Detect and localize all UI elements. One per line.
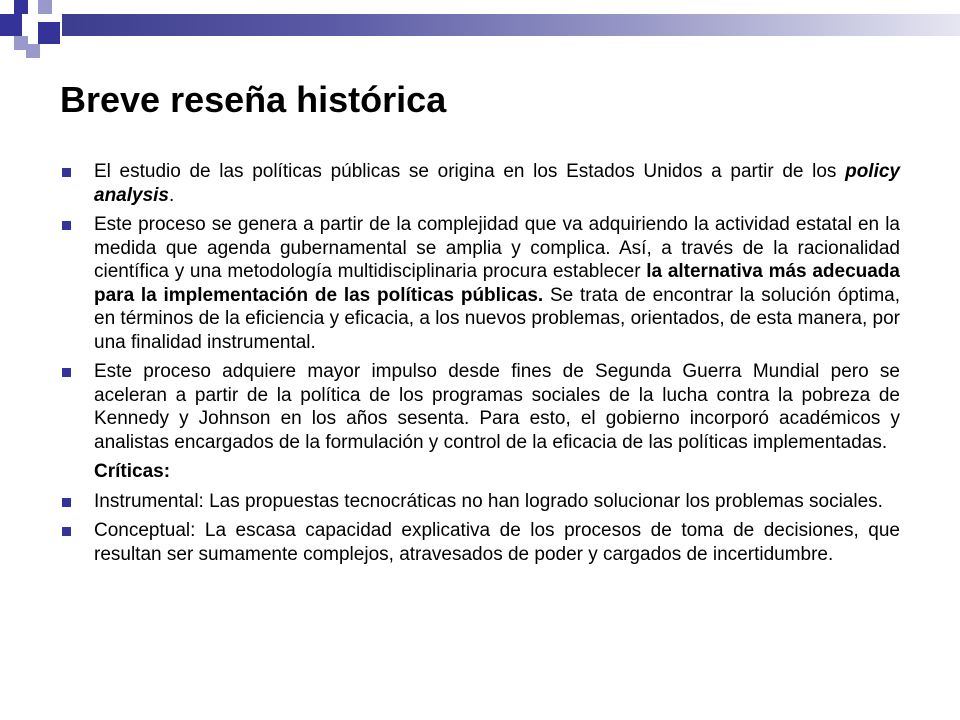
critica-2-text: Conceptual: La escasa capacidad explicativa de los procesos de toma de decisiones, que resultan ser sumamente complejos, atravesados de poder y cargados de incertidumbre. <box>94 520 900 565</box>
square-bullet-icon <box>62 168 71 177</box>
square-bullet-icon <box>62 368 71 377</box>
criticas-heading-item <box>60 460 900 484</box>
square-bullet-icon <box>62 498 71 507</box>
bullet-1-emphasis: policy analysis <box>94 161 900 206</box>
bullet-3-text: Este proceso adquiere mayor impulso desde fines de Segunda Guerra Mundial pero se aceleran a partir de la política de los programas sociales de la lucha contra la pobreza de Kennedy y Johnson en los años sesenta. Para esto, el gobierno incorporó académicos y analistas encargados de la formulación y control de la eficacia de las políticas implementadas. <box>94 361 900 453</box>
bullet-1-text: El estudio de las políticas públicas se origina en los Estados Unidos a partir de los <box>94 161 846 182</box>
square-bullet-icon <box>62 221 71 230</box>
critica-item-1 <box>60 490 900 514</box>
header-gradient-bar <box>62 14 960 36</box>
bullet-2-end: Se trata de encontrar la solución óptima, en términos de la eficiencia y eficacia, a los nuevos problemas, orientados, de esta manera, por una finalidad instrumental. <box>94 284 901 353</box>
decor-square-2 <box>38 0 52 14</box>
bullet-2-text: Este proceso se genera a partir de la complejidad que va adquiriendo la actividad estatal en la medida que agenda gubernamental se amplia y complica. Así, a través de la racionalidad científica y una metodología multidisciplinaria procura establecer <box>94 214 900 282</box>
bullet-item-2 <box>60 213 900 354</box>
bullet-item-1 <box>60 160 900 207</box>
bullet-2-strong: la alternativa más adecuada para la implementación de las políticas públicas. <box>94 261 900 306</box>
slide-title: Breve reseña histórica <box>60 79 447 120</box>
critica-1-text: Instrumental: Las propuestas tecnocráticas no han logrado solucionar los problemas sociales. <box>94 490 883 512</box>
decor-square-4 <box>38 22 60 44</box>
criticas-heading: Críticas: <box>94 461 171 482</box>
square-bullet-icon <box>62 527 71 536</box>
bullet-list <box>60 160 900 572</box>
decor-square-1 <box>14 0 28 14</box>
bullet-item-3 <box>60 360 900 454</box>
critica-item-2 <box>60 519 900 566</box>
decor-square-6 <box>26 44 40 58</box>
bullet-1-end: . <box>169 184 175 206</box>
decor-square-3 <box>0 14 22 36</box>
